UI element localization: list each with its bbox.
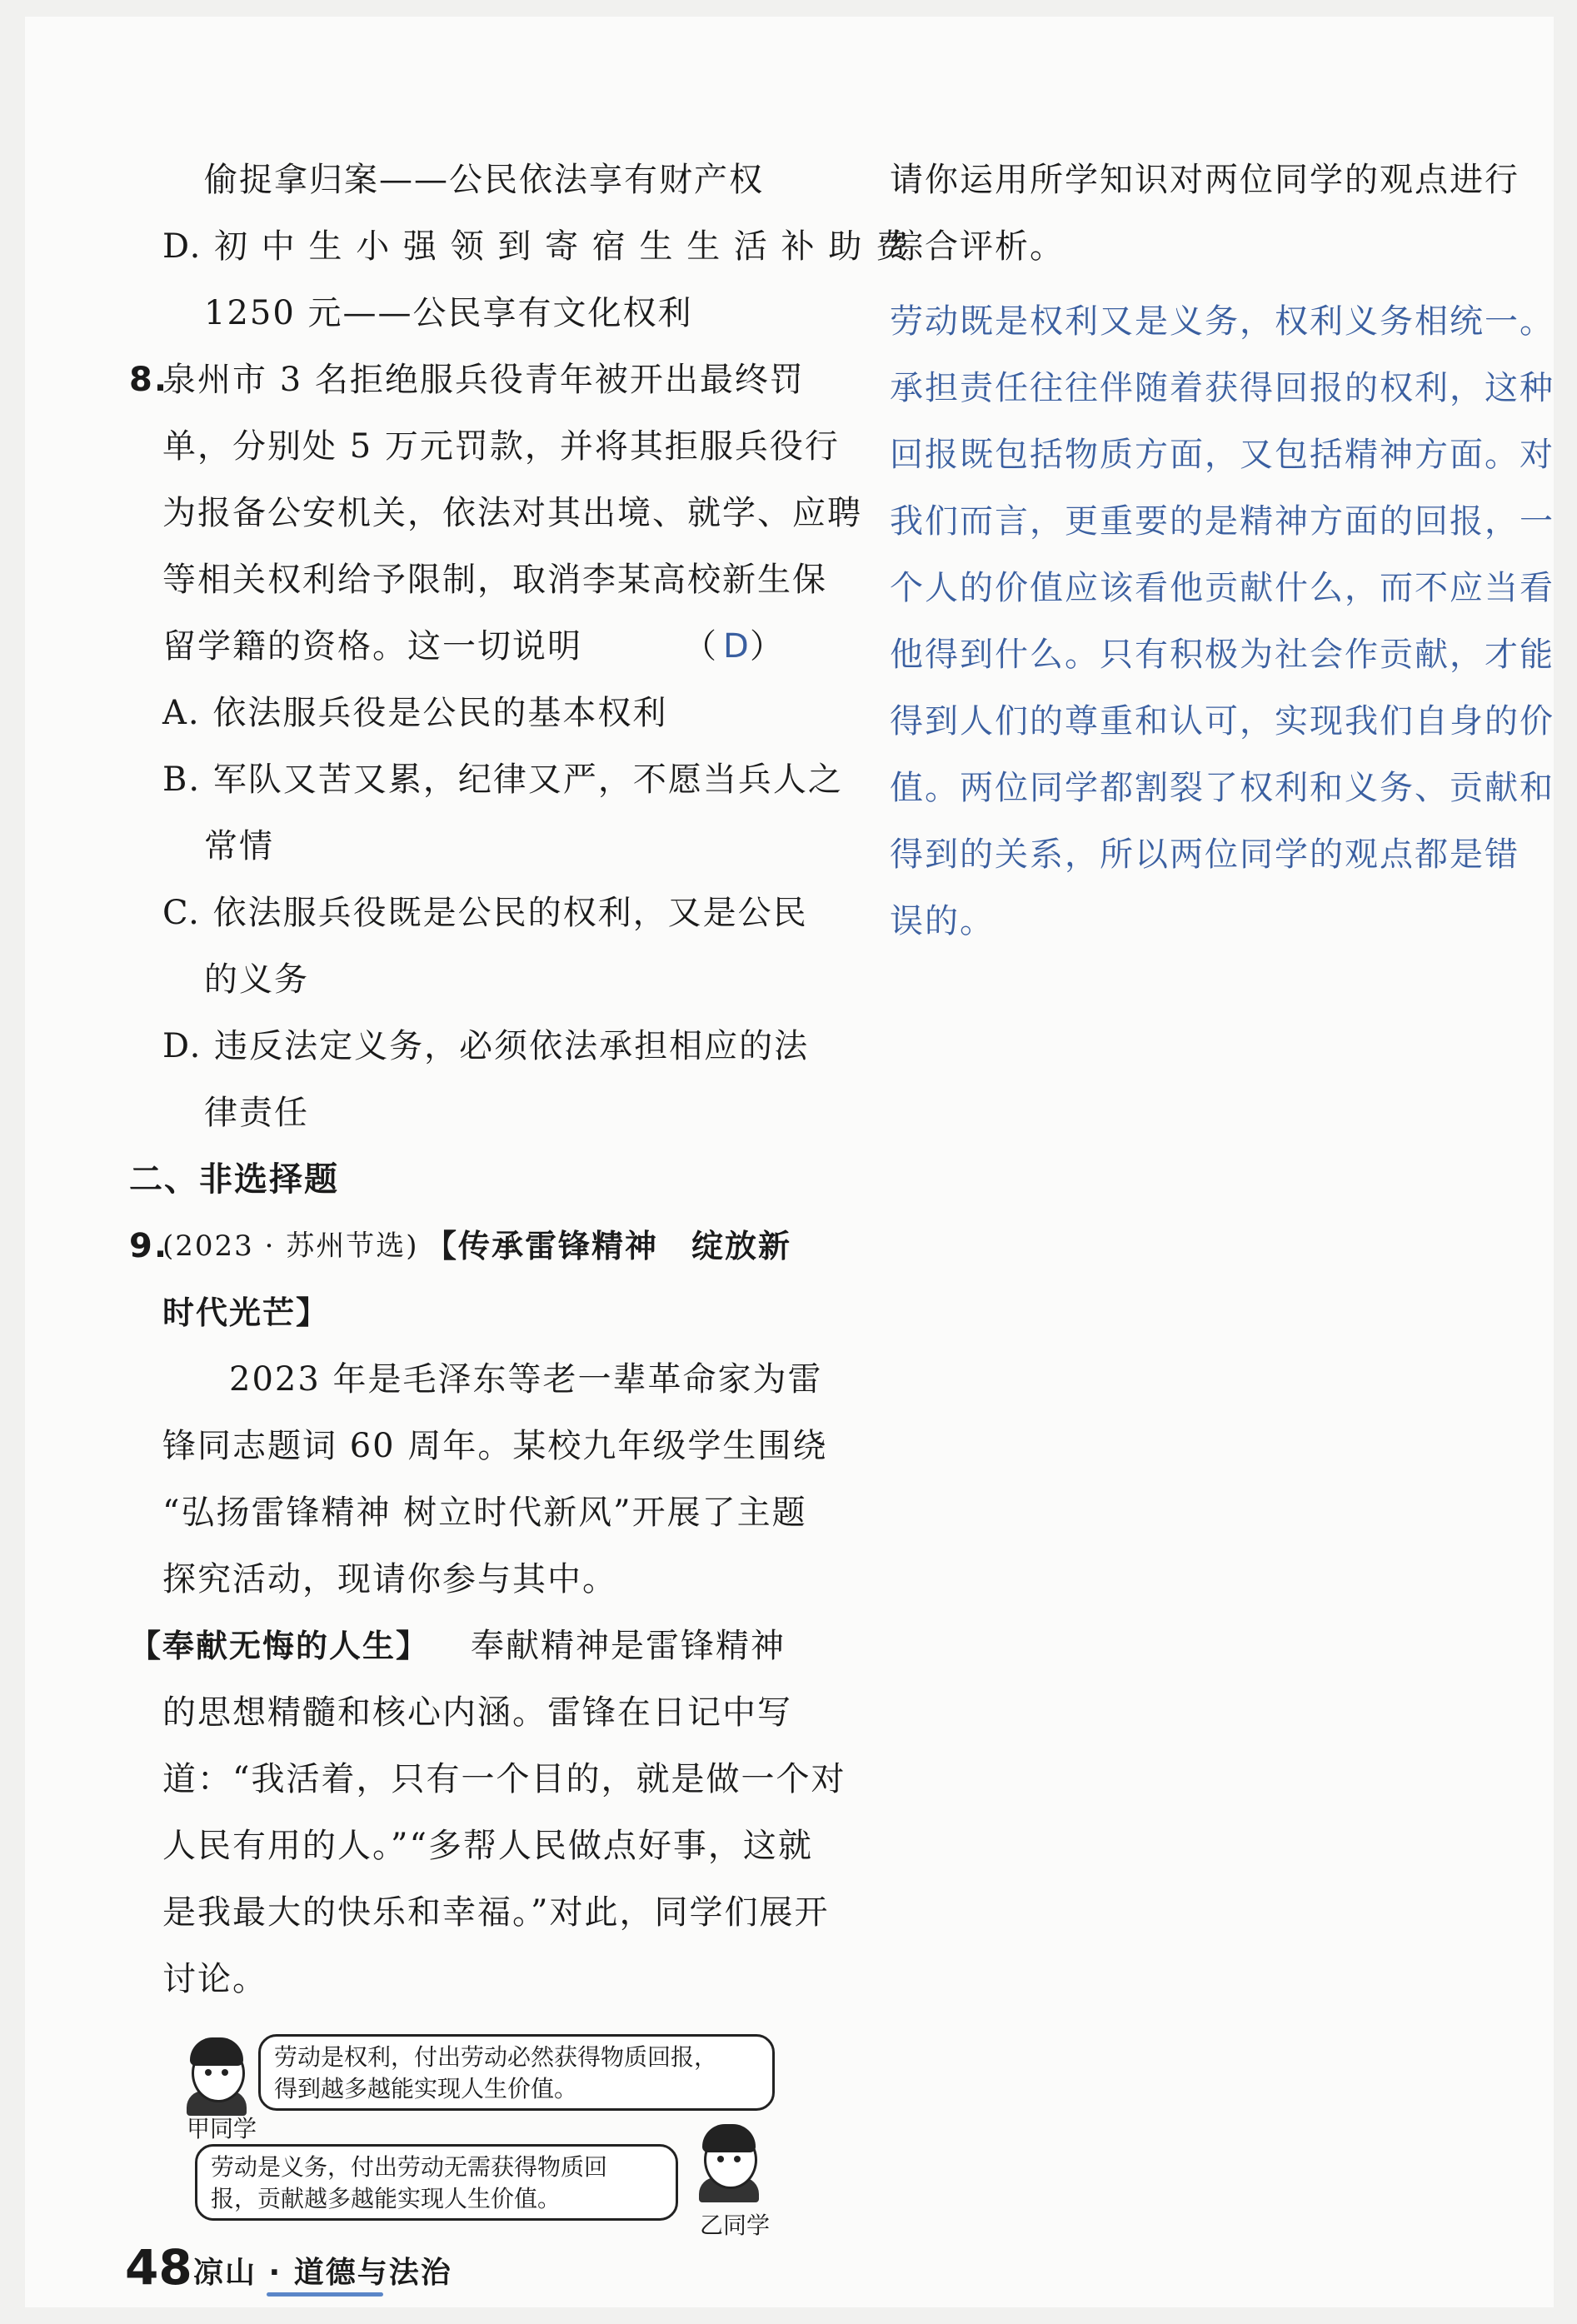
q9-sub-line: 的思想精髓和核心内涵。雷锋在日记中写 xyxy=(162,1693,792,1732)
q9-answer-line: 误的。 xyxy=(890,902,995,940)
dialogue-illustration xyxy=(167,2024,800,2241)
paren-close: ） xyxy=(750,627,783,666)
q9-title: 【传承雷锋精神 绽放新 xyxy=(425,1228,792,1264)
q9-title-continued: 时代光芒】 xyxy=(162,1294,330,1331)
q8-option-d: D. 违反法定义务，必须依法承担相应的法 xyxy=(162,1027,810,1065)
page-number: 48 xyxy=(125,2239,192,2296)
q7-option-d: D. 初 中 生 小 强 领 到 寄 宿 生 生 活 补 助 费 xyxy=(162,227,911,266)
q9-sub-line: 讨论。 xyxy=(162,1960,267,1998)
q8-stem-line: 为报备公安机关，依法对其出境、就学、应聘 xyxy=(162,494,862,532)
q8-stem-line: 泉州市 3 名拒绝服兵役青年被开出最终罚 xyxy=(162,361,805,399)
bubble-a-line: 得到越多越能实现人生价值。 xyxy=(274,2075,578,2102)
q8-number: 8. xyxy=(129,361,169,399)
q9-source: (2023 · 苏州节选) xyxy=(162,1229,419,1263)
q9-answer-line: 得到的关系，所以两位同学的观点都是错 xyxy=(890,835,1520,874)
q9-answer-line: 得到人们的尊重和认可，实现我们自身的价 xyxy=(890,702,1555,741)
q9-intro-line: 锋同志题词 60 周年。某校九年级学生围绕 xyxy=(162,1427,828,1465)
q9-intro-line: 2023 年是毛泽东等老一辈革命家为雷 xyxy=(229,1360,823,1399)
student-b-avatar xyxy=(696,2119,762,2199)
student-a-bubble xyxy=(258,2034,775,2111)
q9-answer-line: 回报既包括物质方面，又包括精神方面。对 xyxy=(890,436,1555,474)
q9-answer-line: 值。两位同学都割裂了权利和义务、贡献和 xyxy=(890,769,1555,807)
q9-sub-title: 【奉献无悔的人生】 xyxy=(129,1628,430,1664)
q8-stem-line: 等相关权利给予限制，取消李某高校新生保 xyxy=(162,561,827,599)
q8-answer-bracket xyxy=(683,623,783,670)
q9-prompt-line: 综合评析。 xyxy=(890,227,1065,266)
q9-prompt-line: 请你运用所学知识对两位同学的观点进行 xyxy=(890,161,1520,199)
q8-option-b: B. 军队又苦又累，纪律又严，不愿当兵人之 xyxy=(162,761,843,799)
q9-number: 9. xyxy=(129,1227,169,1265)
q9-sub-line: 是我最大的快乐和幸福。”对此，同学们展开 xyxy=(162,1893,830,1932)
q8-option-d-continued: 律责任 xyxy=(204,1094,309,1132)
footer-underline xyxy=(267,2292,383,2297)
q9-intro-line: “弘扬雷锋精神 树立时代新风”开展了主题 xyxy=(162,1494,807,1532)
q8-option-a: A. 依法服兵役是公民的基本权利 xyxy=(162,694,668,732)
q8-option-c-continued: 的义务 xyxy=(204,960,309,999)
book-title: 凉山 · 道德与法治 xyxy=(193,2256,452,2290)
q7-option-c-continued: 偷捉拿归案——公民依法享有财产权 xyxy=(204,161,764,199)
student-b-bubble xyxy=(195,2144,678,2221)
student-b-caption: 乙同学 xyxy=(700,2212,771,2239)
bubble-b-line: 报，贡献越多越能实现人生价值。 xyxy=(211,2185,561,2212)
student-a-avatar xyxy=(183,2032,250,2112)
q8-stem-line: 单，分别处 5 万元罚款，并将其拒服兵役行 xyxy=(162,427,840,466)
q9-answer-line: 我们而言，更重要的是精神方面的回报，一 xyxy=(890,502,1555,541)
q9-sub-line: 奉献精神是雷锋精神 xyxy=(471,1627,786,1665)
q8-answer: D xyxy=(723,627,749,666)
q8-option-c: C. 依法服兵役既是公民的权利，又是公民 xyxy=(162,894,808,932)
q9-sub-line: 人民有用的人。”“多帮人民做点好事，这就 xyxy=(162,1827,813,1865)
q9-answer-line: 劳动既是权利又是义务，权利义务相统一。 xyxy=(890,302,1555,341)
q9-intro-line: 探究活动，现请你参与其中。 xyxy=(162,1560,617,1598)
q7-option-d-continued: 1250 元——公民享有文化权利 xyxy=(204,294,693,332)
q9-answer-line: 个人的价值应该看他贡献什么，而不应当看 xyxy=(890,569,1555,607)
q8-stem-line: 留学籍的资格。这一切说明 xyxy=(162,627,582,666)
bubble-a-line: 劳动是权利，付出劳动必然获得物质回报， xyxy=(274,2043,718,2071)
q9-sub-line: 道：“我活着，只有一个目的，就是做一个对 xyxy=(162,1760,846,1798)
q9-answer-line: 承担责任往往伴随着获得回报的权利，这种 xyxy=(890,369,1555,407)
student-a-caption: 甲同学 xyxy=(187,2115,257,2142)
paren-open: （ xyxy=(683,627,716,666)
q8-option-b-continued: 常情 xyxy=(204,827,274,865)
bubble-b-line: 劳动是义务，付出劳动无需获得物质回 xyxy=(211,2153,608,2181)
q9-answer-line: 他得到什么。只有积极为社会作贡献，才能 xyxy=(890,636,1555,674)
section-title: 二、非选择题 xyxy=(129,1160,339,1199)
